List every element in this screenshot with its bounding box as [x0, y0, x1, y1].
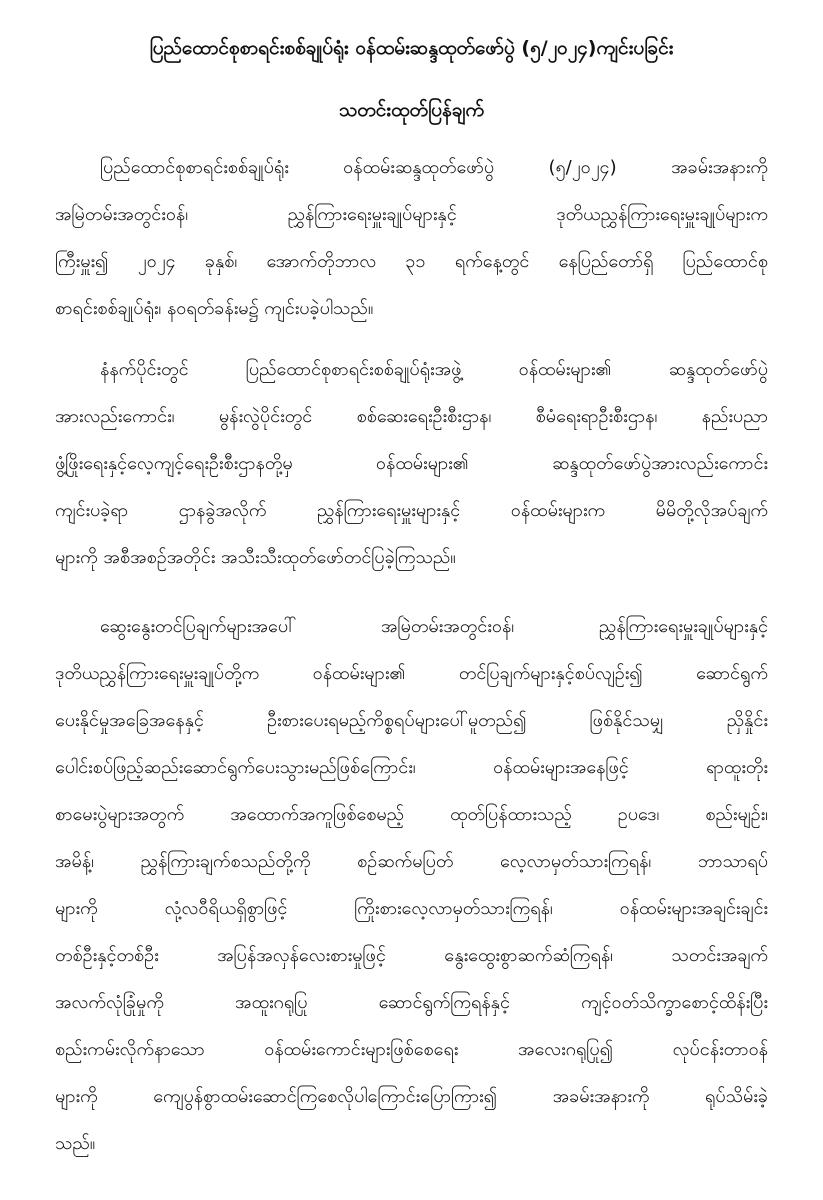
paragraph-line: အားလည်းကောင်း၊ မွန်းလွဲပိုင်းတွင် စစ်ဆေးရေးဦးစီးဌာန၊ စီမံရေးရာဦးစီးဌာန၊ နည်းပညာ — [55, 406, 768, 427]
paragraph-1 — [55, 144, 768, 332]
paragraph-line: ပြည်ထောင်စုစာရင်းစစ်ချုပ်ရုံး ဝန်ထမ်းဆန္ဒထုတ်ဖော်ပွဲ (၅/၂၀၂၄) အခမ်းအနားကို — [100, 157, 768, 178]
paragraph-line: သည်။ — [55, 1133, 96, 1154]
paragraph-line: အမြဲတမ်းအတွင်းဝန်၊ ညွှန်ကြားရေးမှူးချုပ်များနှင့် ဒုတိယညွှန်ကြားရေးမှူးချုပ်များက — [55, 204, 768, 225]
paragraph-line: စည်းကမ်းလိုက်နာသော ဝန်ထမ်းကောင်းများဖြစ်စေရေး အလေးဂရုပြု၍ လုပ်ငန်းတာဝန် — [55, 1039, 768, 1060]
paragraph-3 — [55, 603, 768, 1167]
paragraph-line: အမိန့်၊ ညွှန်ကြားချက်စသည်တို့ကို စဉ်ဆက်မပြတ် လေ့လာမှတ်သားကြရန်၊ ဘာသာရပ် — [55, 851, 768, 872]
document-title: ပြည်ထောင်စုစာရင်းစစ်ချုပ်ရုံး ဝန်ထမ်းဆန္ဒထုတ်ဖော်ပွဲ (၅/၂၀၂၄)ကျင်းပခြင်း — [149, 37, 674, 59]
paragraph-line: ဖွံ့ဖြိုးရေးနှင့်လေ့ကျင့်ရေးဦးစီးဌာနတို့မှ ဝန်ထမ်းများ၏ ဆန္ဒထုတ်ဖော်ပွဲအားလည်းကောင်း — [55, 453, 768, 474]
paragraph-line: ပေါင်းစပ်ဖြည့်ဆည်းဆောင်ရွက်ပေးသွားမည်ဖြစ်ကြောင်း၊ ဝန်ထမ်းများအနေဖြင့် ရာထူးတိုး — [55, 757, 768, 778]
paragraph-line: နံနက်ပိုင်းတွင် ပြည်ထောင်စုစာရင်းစစ်ချုပ်ရုံးအဖွဲ့ ဝန်ထမ်းများ၏ ဆန္ဒထုတ်ဖော်ပွဲ — [100, 359, 768, 380]
paragraph-line: ကြီးမှူး၍ ၂၀၂၄ ခုနှစ်၊ အောက်တိုဘာလ ၃၁ ရက်နေ့တွင် နေပြည်တော်ရှိ ပြည်ထောင်စု — [55, 251, 768, 272]
paragraph-line: ဒုတိယညွှန်ကြားရေးမှူးချုပ်တို့က ဝန်ထမ်းများ၏ တင်ပြချက်များနှင့်စပ်လျဉ်း၍ ဆောင်ရွက် — [55, 663, 768, 684]
paragraph-line: စာရင်းစစ်ချုပ်ရုံး၊ နဝရတ်ခန်းမ၌ ကျင်းပခဲ့ပါသည်။ — [55, 298, 374, 319]
paragraph-line: ဆွေးနွေးတင်ပြချက်များအပေါ် အမြဲတမ်းအတွင်းဝန်၊ ညွှန်ကြားရေးမှူးချုပ်များနှင့် — [100, 616, 768, 637]
paragraph-line: များကို အစီအစဉ်အတိုင်း အသီးသီးထုတ်ဖော်တင်ပြခဲ့ကြသည်။ — [55, 547, 456, 568]
paragraph-line: စာမေးပွဲများအတွက် အထောက်အကူဖြစ်စေမည့် ထုတ်ပြန်ထားသည့် ဥပဒေ၊ စည်းမျဉ်း၊ — [55, 804, 768, 825]
paragraph-line: အလက်လုံခြုံမှုကို အထူးဂရုပြု ဆောင်ရွက်ကြရန်နှင့် ကျင့်ဝတ်သိက္ခာစောင့်ထိန်းပြီး — [55, 992, 768, 1013]
paragraph-line: များကို လုံ့လဝီရိယရှိစွာဖြင့် ကြိုးစားလေ့လာမှတ်သားကြရန်၊ ဝန်ထမ်းများအချင်းချင်း — [55, 898, 768, 919]
paragraph-line: များကို ကျေပွန်စွာထမ်းဆောင်ကြစေလိုပါကြောင်းပြောကြား၍ အခမ်းအနားကို ရုပ်သိမ်းခဲ့ — [55, 1086, 768, 1107]
paragraph-2 — [55, 346, 768, 581]
paragraph-line: ပေးနိုင်မှုအခြေအနေနှင့် ဦးစားပေးရမည့်ကိစ္စရပ်များပေါ်မူတည်၍ ဖြစ်နိုင်သမျှ ညှိနှိုင်း — [55, 710, 768, 731]
paragraph-line: တစ်ဦးနှင့်တစ်ဦး အပြန်အလှန်လေးစားမှုဖြင့် နွေးထွေးစွာဆက်ဆံကြရန်၊ သတင်းအချက် — [55, 945, 768, 966]
paragraph-line: ကျင်းပခဲ့ရာ ဌာနခွဲအလိုက် ညွှန်ကြားရေးမှူးများနှင့် ဝန်ထမ်းများက မိမိတို့လိုအပ်ချက် — [55, 500, 768, 521]
document-subtitle: သတင်းထုတ်ပြန်ချက် — [338, 99, 485, 121]
